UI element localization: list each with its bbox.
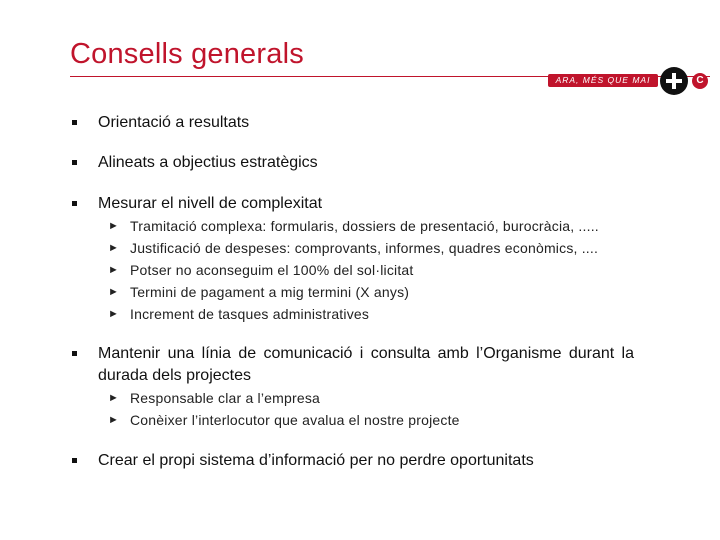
sub-item-text: Conèixer l’interlocutor que avalua el nostre projecte	[130, 412, 460, 428]
bullet-text: Mesurar el nivell de complexitat	[98, 195, 323, 212]
bullet-text: Crear el propi sistema d’informació per no perdre oportunitats	[98, 452, 534, 469]
bullet-text: Orientació a resultats	[98, 114, 250, 131]
arrow-bullet-icon: ►	[108, 308, 119, 320]
square-bullet-icon	[72, 201, 77, 206]
sub-item-text: Potser no aconseguim el 100% del sol·licitat	[130, 262, 414, 278]
sub-item-text: Responsable clar a l’empresa	[130, 390, 321, 406]
arrow-bullet-icon: ►	[108, 220, 119, 232]
square-bullet-icon	[72, 120, 77, 125]
sub-item-text: Increment de tasques administratives	[130, 306, 370, 322]
sub-item-text: Justificació de despeses: comprovants, informes, quadres econòmics, ....	[130, 240, 599, 256]
bullet-text: Alineats a objectius estratègics	[98, 154, 318, 171]
sub-item-text: Termini de pagament a mig termini (X anys)	[130, 284, 410, 300]
arrow-bullet-icon: ►	[108, 286, 119, 298]
arrow-bullet-icon: ►	[108, 392, 119, 404]
arrow-bullet-icon: ►	[108, 264, 119, 276]
square-bullet-icon	[72, 458, 77, 463]
plus-circle-icon	[660, 67, 688, 95]
arrow-bullet-icon: ►	[108, 242, 119, 254]
brand-tagline: ARA, MÉS QUE MAI	[548, 74, 658, 87]
c-logo-icon: C	[692, 73, 708, 89]
arrow-bullet-icon: ►	[108, 414, 119, 426]
page-title: Consells generals	[70, 38, 304, 70]
square-bullet-icon	[72, 160, 77, 165]
bullet-text: Mantenir una línia de comunicació i consulta amb l’Organisme durant la durada dels projectes	[98, 345, 634, 384]
square-bullet-icon	[72, 351, 77, 356]
sub-item-text: Tramitació complexa: formularis, dossiers de presentació, burocràcia, .....	[130, 218, 599, 234]
